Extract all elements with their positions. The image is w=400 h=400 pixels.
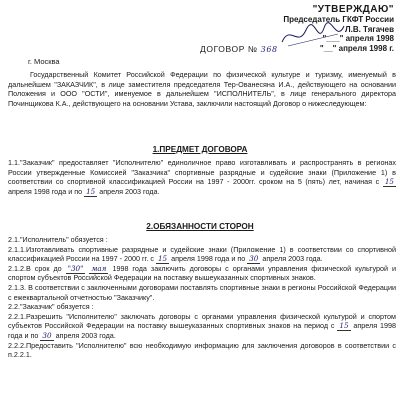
clause-2-1: 2.1."Исполнитель" обязуется : <box>8 235 108 244</box>
section-2-body <box>8 235 396 360</box>
approval-date-2: "__" апреля 1998 г. <box>319 43 394 53</box>
clause-2-1-3: 2.1.3. В соответствии с заключенными договорами поставлять спортивные знаки в регионы Российской Федерации с ежеквартальной отчетностью "Заказчику". <box>8 282 396 302</box>
contract-number: 368 <box>260 45 278 54</box>
section-1-body <box>8 158 396 196</box>
section-1-title: 1.ПРЕДМЕТ ДОГОВОРА <box>152 145 248 154</box>
section-2-title: 2.ОБЯЗАННОСТИ СТОРОН <box>146 222 254 231</box>
clause-2-2-2: 2.2.2.Предоставить "Исполнителю" всю необходимую информацию для заключения договоров в соответствии с п.2.2.1. <box>8 340 396 360</box>
contract-label: ДОГОВОР № <box>200 44 258 54</box>
approval-position: Председатель ГКФТ России <box>283 15 394 24</box>
approval-title: "УТВЕРЖДАЮ" <box>312 4 394 15</box>
intro-text: Государственный Комитет Российской Федерации по физической культуре и туризму, именуемый в дальнейшем "ЗАКАЗЧИК", в лице заместителя председателя Тер-Ованесяна И.А., действующего на основании Положения и ООО "ОСТИ", именуемое в дальнейшем "ИСПОЛНИТЕЛЬ", в лице генерального директора Починщикова К.А., действующего на основании Устава, заключили настоящий Договор о нижеследующем: <box>8 70 396 108</box>
date-fill: 15 <box>86 186 96 196</box>
clause-2-2-1: 2.2.1.Разрешить "Исполнителю" заключать договоры с органами управления физической культурой и спортом субъектов Российской Федерации на поставку вышеуказанных спортивных знаков на период с 15 апреля 1998 года и по 30 апреля 2003 года. <box>8 311 396 340</box>
signature-scribble <box>278 20 348 50</box>
contract-title <box>200 44 278 54</box>
intro-paragraph <box>8 70 396 108</box>
date-fill: 30 <box>249 254 259 264</box>
month-fill: мая <box>91 263 107 273</box>
clause-2-2: 2.2."Заказчик" обязуется : <box>8 302 94 312</box>
city-label: г. Москва <box>28 57 60 66</box>
clause-2-1-1: 2.1.1.Изготавливать спортивные разрядные и судейские знаки (Приложение 1) в соответствии со спортивной классификацией России на 1997 - 2000 гг. с 15 апреля 1998 года и по 30 апреля 2003 года. <box>8 244 396 264</box>
clause-2-1-2: 2.1.2.В срок до "30" мая 1998 года заключить договоры с органами управления физической культурой и спортом субъектов Российской Федерации на поставку вышеуказанных спортивных знаков. <box>8 263 397 283</box>
date-fill: 15 <box>157 254 168 264</box>
clause-1-1: 1.1."Заказчик" предоставляет "Исполнителю" единоличное право изготавливать и распространять в регионах России утвержденные Комиссией "Заказчика" спортивные разрядные и судейские знаки (Приложение 1) в соответствии со спортивной классификацией России на 1997 - 2000гг. сроком на 5 (пять) лет, начиная с 15 апреля 1998 года и по 15 апреля 2003 года. <box>8 158 396 196</box>
date-fill: 15 <box>384 177 394 187</box>
date-fill: "30" <box>67 263 84 273</box>
approval-name: Л.В. Тягачев <box>344 24 394 34</box>
approval-date-1: "___" апреля 1998 <box>322 34 394 43</box>
date-fill: 15 <box>339 321 349 331</box>
date-fill: 30 <box>42 330 52 340</box>
